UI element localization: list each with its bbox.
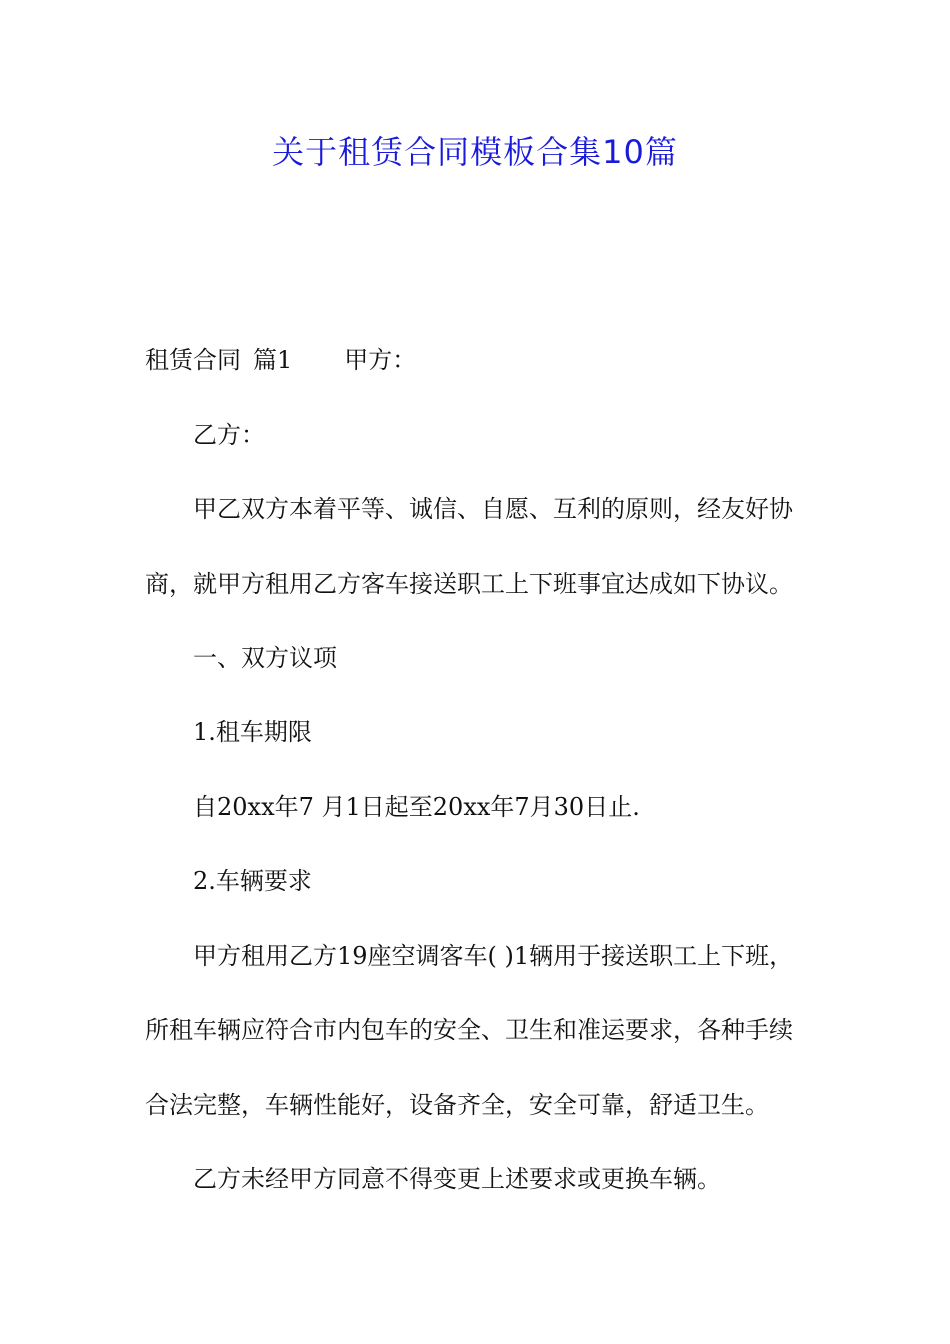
party-b-label: 乙方： (193, 421, 265, 449)
clause-subheading: 2.车辆要求 (193, 867, 312, 895)
section-number: 篇1 (253, 346, 293, 374)
clause-heading: 一、双方议项 (193, 644, 337, 672)
paragraph-line: 甲乙双方本着平等、诚信、自愿、互利的原则，经友好协 (193, 495, 793, 523)
section-label: 租赁合同 (145, 346, 241, 374)
paragraph-line: 乙方未经甲方同意不得变更上述要求或更换车辆。 (193, 1165, 721, 1193)
clause-subheading: 1.租车期限 (193, 718, 312, 746)
paragraph-line: 甲方租用乙方19座空调客车( )1辆用于接送职工上下班， (193, 942, 794, 970)
paragraph-line: 所租车辆应符合市内包车的安全、卫生和准运要求，各种手续 (145, 1016, 793, 1044)
section-heading (145, 342, 815, 378)
party-a-label: 甲方： (344, 346, 417, 374)
document-title: 关于租赁合同模板合集10篇 (272, 133, 678, 171)
paragraph-line: 自20xx年7 月1日起至20xx年7月30日止. (193, 793, 640, 821)
paragraph-line: 商，就甲方租用乙方客车接送职工上下班事宜达成如下协议。 (145, 570, 793, 598)
paragraph-line: 合法完整，车辆性能好，设备齐全，安全可靠，舒适卫生。 (145, 1091, 769, 1119)
